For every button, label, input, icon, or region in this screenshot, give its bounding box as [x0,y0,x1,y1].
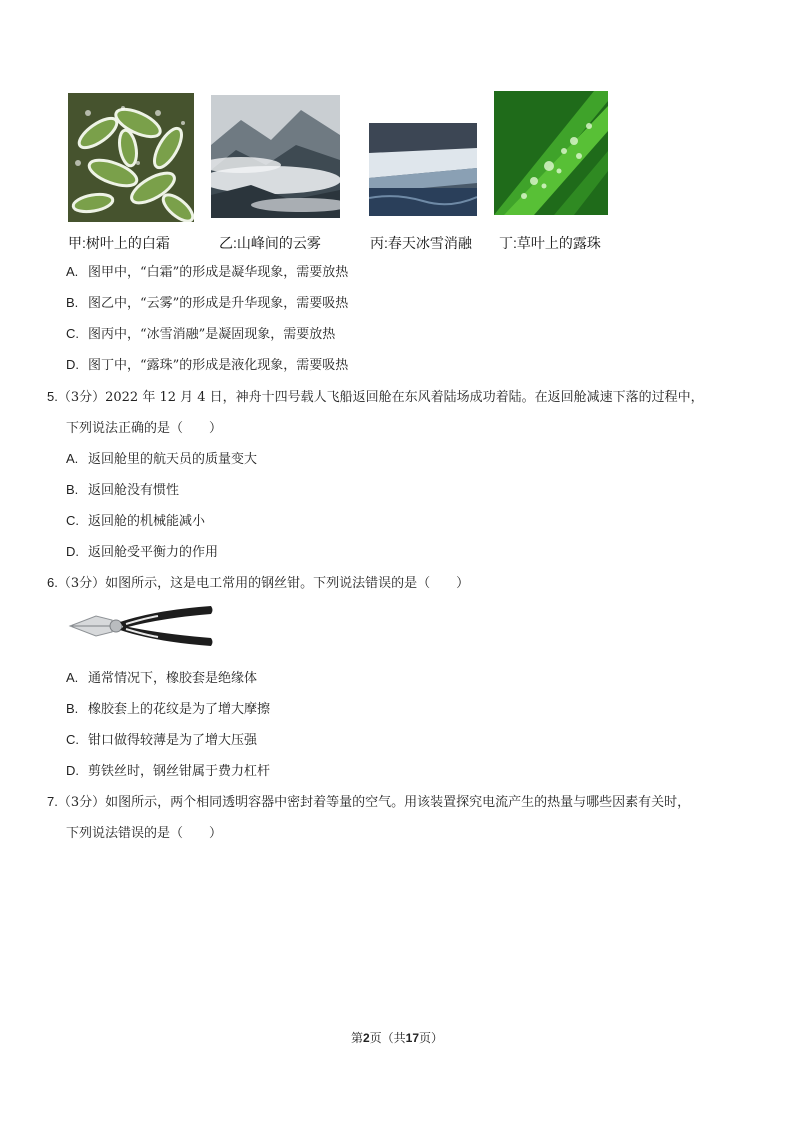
q6-option-a[interactable]: A. 通常情况下，橡胶套是绝缘体 [66,670,258,686]
page-total: 17 [405,1031,420,1045]
q7-stem-line1: 7.（3分）如图所示，两个相同透明容器中密封着等量的空气。用该装置探究电流产生的热量与哪些因素有关时， [47,794,691,810]
frost-leaves-image [68,93,194,222]
q5-option-d[interactable]: D. 返回舱受平衡力的作用 [66,544,219,560]
q4-option-b[interactable]: B. 图乙中，“云雾”的形成是升华现象，需要吸热 [66,295,349,311]
pliers-image [66,602,216,652]
melting-ice-image [369,123,477,216]
q7-stem-line2: 下列说法错误的是（ ） [66,826,223,841]
q6-stem-line1: 6.（3分）如图所示，这是电工常用的钢丝钳。下列说法错误的是（ ） [47,575,470,591]
caption-bing: 丙:春天冰雪消融 [370,235,472,251]
q5-stem-line1: 5.（3分）2022 年 12 月 4 日，神舟十四号载人飞船返回舱在东风着陆场成功着陆。在返回舱减速下落的过程中， [47,389,704,405]
q4-option-a[interactable]: A. 图甲中，“白霜”的形成是凝华现象，需要放热 [66,264,349,280]
page-footer: 第2页（共17页） [350,1031,444,1045]
q6-option-c[interactable]: C. 钳口做得较薄是为了增大压强 [66,732,258,748]
page-number: 2 [362,1031,370,1045]
mountain-clouds-image [211,95,340,218]
q6-option-d[interactable]: D. 剪铁丝时，钢丝钳属于费力杠杆 [66,763,271,779]
q4-option-c[interactable]: C. 图丙中，“冰雪消融”是凝固现象，需要放热 [66,326,336,342]
q5-option-b[interactable]: B. 返回舱没有惯性 [66,482,180,498]
caption-ding: 丁:草叶上的露珠 [499,235,601,251]
q5-option-c[interactable]: C. 返回舱的机械能减小 [66,513,206,529]
dew-grass-image [494,91,608,215]
caption-jia: 甲:树叶上的白霜 [68,235,170,251]
caption-yi: 乙:山峰间的云雾 [219,235,321,251]
q5-stem-line2: 下列说法正确的是（ ） [66,421,223,436]
q4-option-d[interactable]: D. 图丁中，“露珠”的形成是液化现象，需要吸热 [66,357,349,373]
q5-option-a[interactable]: A. 返回舱里的航天员的质量变大 [66,451,258,467]
q6-option-b[interactable]: B. 橡胶套上的花纹是为了增大摩擦 [66,701,271,717]
